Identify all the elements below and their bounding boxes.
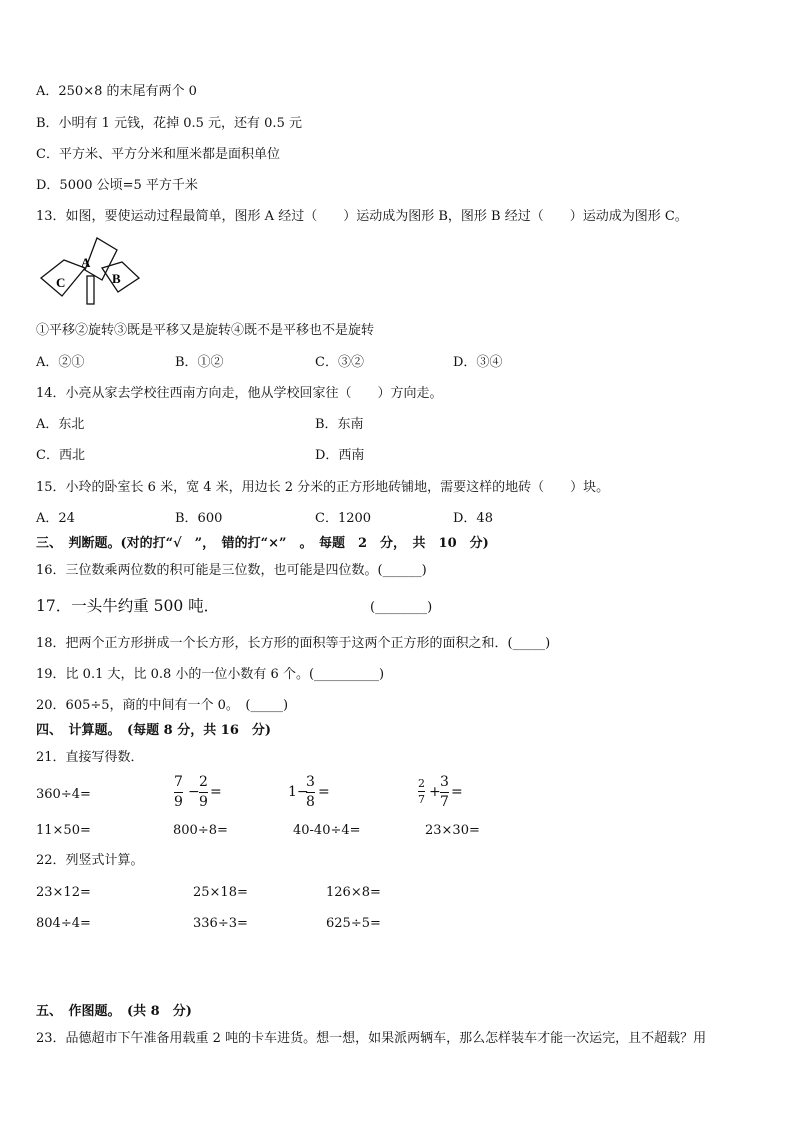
q14-option-b: B．东南 [315,417,364,432]
q12-option-a: A．250×8 的末尾有两个 0 [36,84,197,99]
q22-expr-4: 804÷4= [36,916,91,931]
q19: 19．比 0.1 大，比 0.8 小的一位小数有 6 个。(__________) [36,667,385,682]
q14-option-d: D．西南 [315,448,365,463]
label-b: B [112,271,121,286]
q16: 16．三位数乘两位数的积可能是三位数，也可能是四位数。(______) [36,563,427,578]
label-c: C [56,275,66,290]
q22-expr-3: 126×8= [326,885,381,900]
q13-option-d: D．③④ [453,355,503,370]
center-bar [87,276,94,304]
q22-stem: 22．列竖式计算。 [36,853,144,868]
q21-expr-2-frac-b: 2 9 [199,774,208,810]
section-3-title: 三、 判断题。(对的打“√ ”， 错的打“×” 。 每题 2 分， 共 10 分) [36,536,489,551]
q15-stem: 15．小玲的卧室长 6 米，宽 4 米，用边长 2 分米的正方形地砖铺地，需要这样的地砖（ ）块。 [36,480,610,495]
q21-expr-1: 360÷4= [36,787,91,802]
q21-expr-6: 800÷8= [173,823,228,838]
q21-expr-4-frac-b: 3 7 [440,774,449,810]
q21-expr-2-frac-a: 7 9 [174,774,183,810]
q21-expr-7: 40-40÷4= [293,823,361,838]
q17-text: 17．一头牛约重 500 吨． [36,597,220,615]
q21-expr-8: 23×30= [425,823,480,838]
q21-expr-4-plus: + [429,784,441,800]
q14-stem: 14．小亮从家去学校往西南方向走，他从学校回家往（ ）方向走。 [36,386,443,401]
q21-expr-4-equals: = [451,784,463,800]
q21-expr-3-equals: = [318,784,330,800]
q22-expr-6: 625÷5= [326,916,381,931]
q21-expr-3-lead: 1− [288,784,309,800]
q21-expr-4-frac-a: 2 7 [418,777,425,806]
q12-option-b: B．小明有 1 元钱，花掉 0.5 元，还有 0.5 元 [36,116,302,131]
section-4-title: 四、 计算题。 (每题 8 分，共 16 分) [36,723,272,738]
q14-option-a: A．东北 [36,417,85,432]
q17-blank: (________) [370,600,433,615]
q15-option-c: C．1200 [315,511,372,526]
q12-option-c: C．平方米、平方分米和厘米都是面积单位 [36,147,280,162]
q13-option-b: B．①② [175,355,224,370]
q15-option-b: B．600 [175,511,223,526]
section-5-title: 五、 作图题。 (共 8 分) [36,1004,192,1019]
q13-option-c: C．③② [315,355,364,370]
q15-option-a: A．24 [36,511,75,526]
q21-expr-3-frac: 3 8 [306,774,315,810]
q22-expr-2: 25×18= [193,885,248,900]
q21-expr-2-equals: = [210,784,222,800]
q20: 20．605÷5，商的中间有一个 0。 (_____) [36,698,289,713]
q13-option-a: A．②① [36,355,85,370]
q22-expr-1: 23×12= [36,885,91,900]
rotation-figure [38,236,142,308]
q22-expr-5: 336÷3= [193,916,248,931]
q21-stem: 21．直接写得数． [36,750,144,765]
q14-option-c: C．西北 [36,448,85,463]
q21-expr-2-minus: − [188,784,200,800]
q15-option-d: D．48 [453,511,493,526]
q12-option-d: D．5000 公顷=5 平方千米 [36,178,198,193]
q21-expr-5: 11×50= [36,823,91,838]
q18: 18．把两个正方形拼成一个长方形，长方形的面积等于这两个正方形的面积之和．(_____) [36,636,551,651]
q13-choices-note: ①平移②旋转③既是平移又是旋转④既不是平移也不是旋转 [36,323,375,338]
q23: 23．品德超市下午准备用载重 2 吨的卡车进货。想一想，如果派两辆车，那么怎样装车才能一次运完，且不超载？用 [36,1031,707,1046]
q13-stem: 13．如图，要使运动过程最简单，图形 A 经过（ ）运动成为图形 B，图形 B 经过（ ）运动成为图形 C。 [36,209,688,224]
label-a: A [81,255,91,270]
